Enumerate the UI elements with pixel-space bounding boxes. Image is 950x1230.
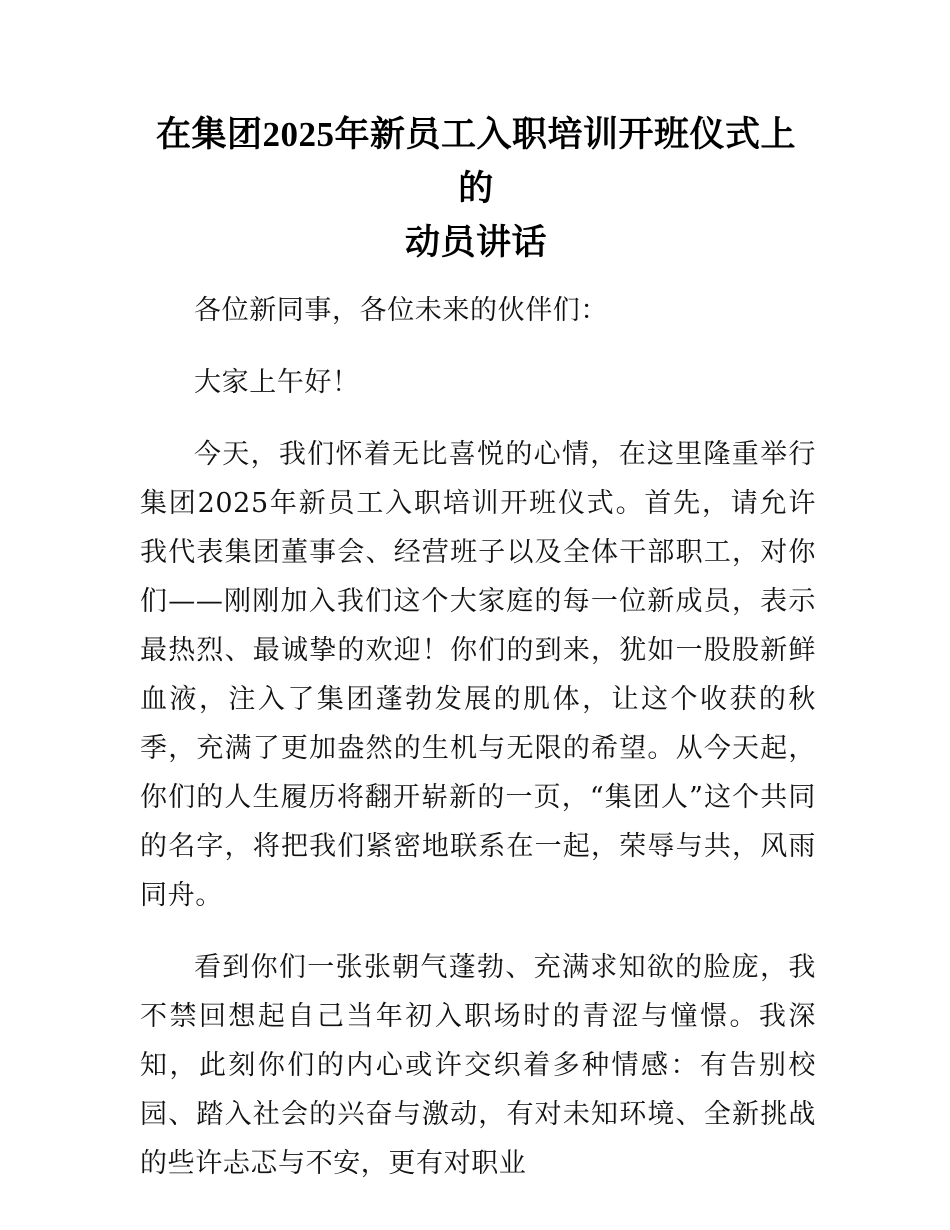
paragraph-greeting: 大家上午好！ [194, 367, 360, 398]
paragraph-reflection: 看到你们一张张朝气蓬勃、充满求知欲的脸庞，我不禁回想起自己当年初入职场时的青涩与憧憬。我深知，此刻你们的内心或许交织着多种情感：有告别校园、踏入社会的兴奋与激动，有对未知环境、全新挑战的些许忐忑与不安，更有对职业 [140, 952, 816, 1179]
title-line-2: 动员讲话 [404, 223, 547, 262]
paragraph-salutation: 各位新同事，各位未来的伙伴们： [194, 295, 608, 326]
document-body [140, 286, 816, 1188]
paragraph-welcome: 今天，我们怀着无比喜悦的心情，在这里隆重举行集团2025年新员工入职培训开班仪式。首先，请允许我代表集团董事会、经营班子以及全体干部职工，对你们——刚刚加入我们这个大家庭的每一位新成员，表示最热烈、最诚挚的欢迎！你们的到来，犹如一股股新鲜血液，注入了集团蓬勃发展的肌体，让这个收获的秋季，充满了更加盎然的生机与无限的希望。从今天起，你们的人生履历将翻开崭新的一页，“集团人”这个共同的名字，将把我们紧密地联系在一起，荣辱与共，风雨同舟。 [140, 439, 816, 911]
title-line-1: 在集团2025年新员工入职培训开班仪式上的 [155, 115, 796, 208]
page-title [140, 108, 812, 270]
